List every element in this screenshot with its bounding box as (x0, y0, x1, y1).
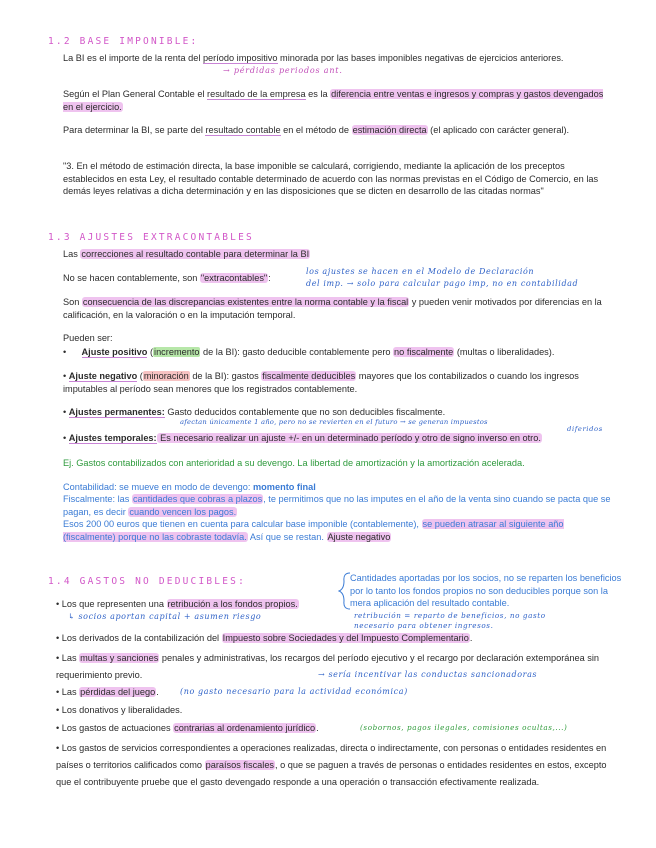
text: de la BI): gastos (189, 371, 262, 381)
bullet-marker: • (56, 599, 60, 609)
text: , te permitimos que no las imputes en el año de la venta sino cuando se pacta que se pagan, es decir (63, 494, 611, 517)
text: . (156, 687, 159, 697)
text: Los gastos de actuaciones (61, 723, 174, 733)
underlined-text: resultado contable (205, 125, 281, 135)
bullet-marker: • (56, 723, 60, 733)
paragraph-extracontables (63, 272, 303, 285)
text: Las (61, 687, 80, 697)
text: mayores que los contabilizados o cuando los ingresos imputables al período sean menores que los registrados contablemente. (63, 371, 579, 394)
handwritten-note-retribucion-1: retribución = reparto de beneficios, no gasto (354, 611, 546, 620)
bullet-marker: • (56, 633, 60, 643)
bullet-marker: • (63, 347, 67, 357)
text: Las (63, 249, 81, 259)
text: Esos 200 00 euros que tienen en cuenta para calcular base imponible (contablemente), (63, 519, 422, 529)
text: Así que se restan. (247, 531, 327, 542)
bold-text: Ajuste negativo (68, 371, 138, 381)
text: es la (305, 89, 331, 99)
highlighted-text: no fiscalmente (394, 347, 454, 357)
text: : (268, 273, 271, 283)
text: Los derivados de la contabilización del (61, 633, 222, 643)
paragraph-quote-ley: "3. En el método de estimación directa, la base imponible se calculará, corrigiendo, mediante la aplicación de los preceptos establecidos en esta Ley, el resultado contable determinado de acuerdo con las normas previstas en el Código de Comercio, en las demás leyes relativas a dicha determinación y en las disposiciones que se dicten en desarrollo de las citadas normas" (63, 161, 599, 196)
bullet-ajuste-positivo (63, 346, 613, 359)
underlined-text: período impositivo (202, 53, 278, 63)
highlighted-text: pérdidas del juego (80, 687, 156, 697)
text: Según el Plan General Contable el (63, 89, 208, 99)
handwritten-note-retribucion-2: necesario para obtener ingresos. (354, 621, 494, 630)
text: ( (147, 347, 154, 357)
red-highlight: minoración (143, 371, 189, 381)
bold-text: momento final (253, 482, 316, 492)
paragraph-bi-definition (63, 52, 613, 65)
text: Fiscalmente: las (63, 494, 132, 504)
paragraph-determinar-bi (63, 124, 613, 137)
bold-text: Ajustes permanentes: (68, 407, 165, 417)
paragraph-fiscalmente (63, 493, 613, 518)
highlighted-text: cuando vencen los pagos. (129, 506, 237, 517)
section-heading-1-2: 1.2 BASE IMPONIBLE: (48, 36, 199, 47)
highlighted-text: Es necesario realizar un ajuste +/- en un determinado período y otro de signo inverso en otro. (157, 433, 541, 443)
highlighted-text: estimación directa (352, 125, 427, 135)
text: Las (61, 653, 80, 663)
text: . (469, 633, 473, 643)
text: Para determinar la BI, se parte del (63, 125, 206, 135)
handwritten-note-incentivar: → sería incentivar las conductas sancionadoras (318, 670, 538, 679)
handwritten-note-sobornos: (sobornos, pagos ilegales, comisiones ocultas,...) (360, 723, 568, 732)
bullet-ajustes-temporales (63, 432, 613, 445)
handwritten-note-perdidas: → pérdidas periodos ant. (223, 66, 343, 75)
bullet-marker: • (56, 743, 60, 753)
highlighted-text: consecuencia de las discrepancias existentes entre la norma contable y la fiscal (82, 297, 409, 307)
text: (el aplicado con carácter general). (427, 125, 570, 135)
paragraph-consecuencia (63, 296, 613, 321)
highlighted-text: diferencia entre ventas e ingresos y compras y gastos devengados en el ejercicio. (63, 89, 604, 112)
handwritten-note-diferidos: diferidos (567, 425, 603, 433)
highlighted-text: paraísos fiscales (205, 760, 275, 770)
bullet-marker: • (56, 687, 60, 697)
bullet-ajuste-negativo (63, 370, 613, 395)
bullet-ajustes-permanentes (63, 406, 613, 419)
paragraph-ejemplo: Ej. Gastos contabilizados con anterioridad a su devengo. La libertad de amortización y la amortización acelerada. (63, 458, 525, 468)
bullet-marker: • (63, 433, 67, 443)
highlighted-text: cantidades que cobras a plazos (132, 494, 263, 504)
side-note-cantidades: Cantidades aportadas por los socios, no se reparten los beneficios por lo tanto los fondos propios no son deducibles porque son la mera aplicación del resultado contable. (350, 573, 622, 608)
text: Son (63, 297, 82, 307)
highlighted-text: Impuesto sobre Sociedades y del Impuesto Complementario (222, 633, 469, 643)
text: Contabilidad: se mueve en modo de devengo: (63, 482, 254, 492)
list-item-retribucion (56, 598, 346, 612)
highlighted-text: contrarias al ordenamiento jurídico (174, 723, 316, 733)
bullet-marker: • (56, 653, 60, 663)
highlighted-text: fiscalmente deducibles (262, 371, 356, 381)
bullet-marker: • (63, 371, 67, 381)
highlighted-text: "extracontables" (200, 273, 268, 283)
section-heading-1-4: 1.4 GASTOS NO DEDUCIBLES: (48, 576, 246, 587)
text: No se hacen contablemente, son (63, 273, 200, 283)
handwritten-note-socios: ↳ socios aportan capital + asumen riesgo (68, 612, 262, 621)
text: Los que representen una (61, 599, 167, 609)
list-item-paraisos (56, 740, 616, 791)
text: La BI es el importe de la renta del (63, 53, 203, 63)
list-item-donativos (56, 704, 616, 718)
handwritten-note-ajustes-1: los ajustes se hacen en el Modelo de Declaración (306, 267, 535, 276)
list-item-impuesto (56, 632, 616, 646)
bullet-marker: • (56, 705, 60, 715)
paragraph-correcciones (63, 248, 613, 261)
highlighted-text: Ajuste negativo (327, 531, 391, 542)
bullet-marker: • (63, 407, 67, 417)
paragraph-plan-general (63, 88, 613, 113)
section-heading-1-3: 1.3 AJUSTES EXTRACONTABLES (48, 232, 254, 243)
highlighted-text: correcciones al resultado contable para determinar la BI (81, 249, 310, 259)
green-highlight: incremento (154, 347, 200, 357)
handwritten-note-no-gasto: (no gasto necesario para la actividad económica) (180, 687, 408, 696)
text: . (316, 723, 319, 733)
paragraph-contabilidad (63, 481, 613, 494)
underlined-text: resultado de la empresa (207, 89, 306, 99)
bold-text: Ajuste positivo (81, 347, 148, 357)
text: penales y administrativas, los recargos del período ejecutivo y el recargo por declaración extemporánea sin requerimiento previo. (56, 653, 600, 680)
text: Gasto deducidos contablemente que no son deducibles fiscalmente. (164, 407, 446, 417)
highlighted-text: se pueden atrasar al siguiente año (fiscalmente) porque no las cobraste todavía. (63, 519, 564, 542)
text: Los donativos y liberalidades. (61, 705, 183, 715)
highlighted-text: multas y sanciones (80, 653, 159, 663)
handwritten-note-afectan: afectan únicamente 1 año, pero no se revierten en el futuro → se generan impuestos (180, 418, 488, 426)
text: en el método de (280, 125, 352, 135)
highlighted-text: retribución a los fondos propios. (167, 599, 298, 609)
text: minorada por las bases imponibles negativas de ejercicios anteriores. (277, 53, 564, 63)
text: (multas o liberalidades). (454, 347, 555, 357)
text: de la BI): gasto deducible contablemente pero (200, 347, 394, 357)
handwritten-note-ajustes-2: del imp. → solo para calcular pago imp, no en contabilidad (306, 279, 579, 288)
paragraph-esos-euros (63, 518, 613, 543)
text: , o que se paguen a través de personas o entidades residentes en estos, excepto que el contribuyente pruebe que el gasto devengado responde a una operación o transacción efectivamente realizada. (56, 760, 607, 787)
text: ( (137, 371, 143, 381)
bold-text: Ajustes temporales: (68, 433, 157, 443)
text: y pueden venir motivados por diferencias en la calificación, en la valoración o en la imputación temporal. (63, 297, 602, 320)
text: Los gastos de servicios correspondientes a operaciones realizadas, directa o indirectamente, con personas o entidades residentes en países o territorios calificados como (56, 743, 607, 770)
paragraph-pueden-ser: Pueden ser: (63, 333, 113, 343)
